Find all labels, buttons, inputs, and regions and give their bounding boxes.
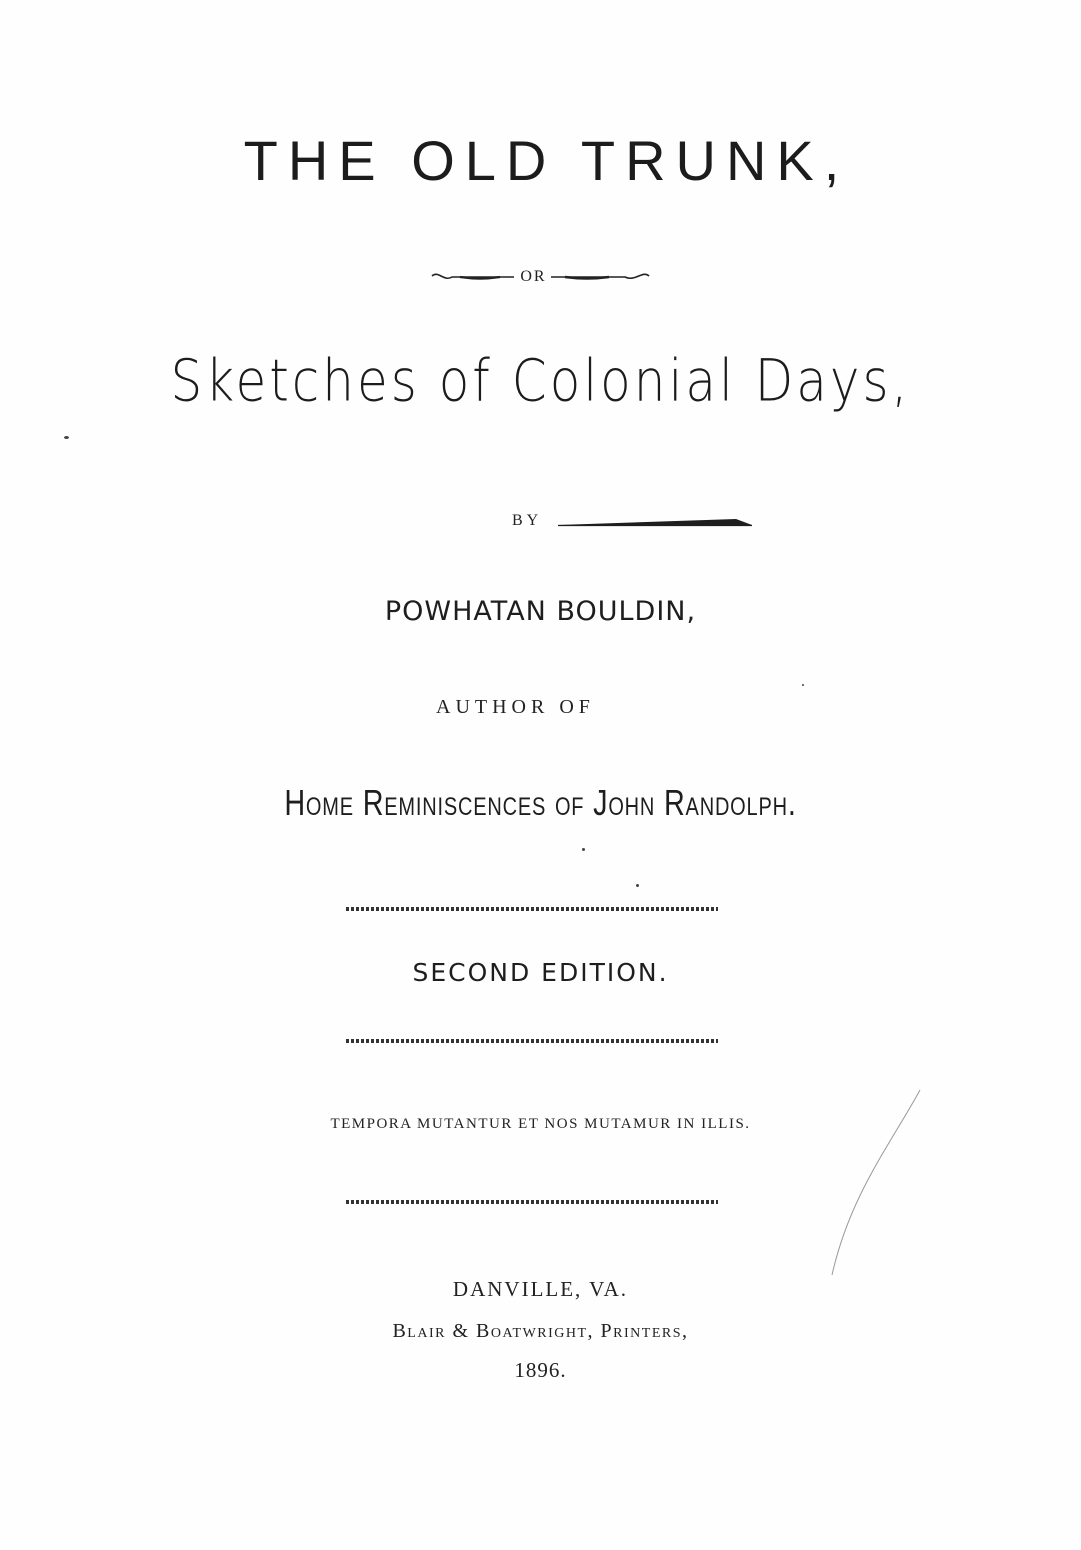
left-flourish-ornament (430, 270, 516, 284)
ornamental-rule (344, 1038, 720, 1044)
ink-speck (582, 848, 585, 851)
ornamental-rule (344, 1199, 720, 1205)
book-subtitle: Sketches of Colonial Days, (170, 347, 911, 415)
or-text: OR (520, 268, 547, 285)
ink-speck (64, 436, 69, 439)
right-flourish-ornament (551, 270, 651, 284)
imprint-city: DANVILLE, VA. (452, 1277, 629, 1301)
tapered-rule-ornament (556, 513, 756, 529)
imprint-printer: Blair & Boatwright, Printers, (392, 1320, 689, 1342)
latin-motto: TEMPORA MUTANTUR ET NOS MUTAMUR IN ILLIS. (330, 1116, 751, 1132)
ink-speck (802, 684, 804, 686)
by-text: BY (512, 512, 543, 529)
imprint-year: 1896. (514, 1358, 567, 1382)
author-name: POWHATAN BOULDIN, (384, 596, 697, 627)
ink-speck (636, 884, 639, 887)
author-of-label: AUTHOR OF (436, 696, 595, 718)
book-title: THE OLD TRUNK, (243, 129, 850, 192)
edition-label: SECOND EDITION. (412, 958, 669, 987)
byline (512, 508, 756, 534)
or-separator (0, 265, 1081, 289)
pencil-mark (820, 1085, 930, 1285)
other-work-title: Home Reminiscences of John Randolph. (284, 782, 797, 823)
ornamental-rule (344, 906, 720, 912)
